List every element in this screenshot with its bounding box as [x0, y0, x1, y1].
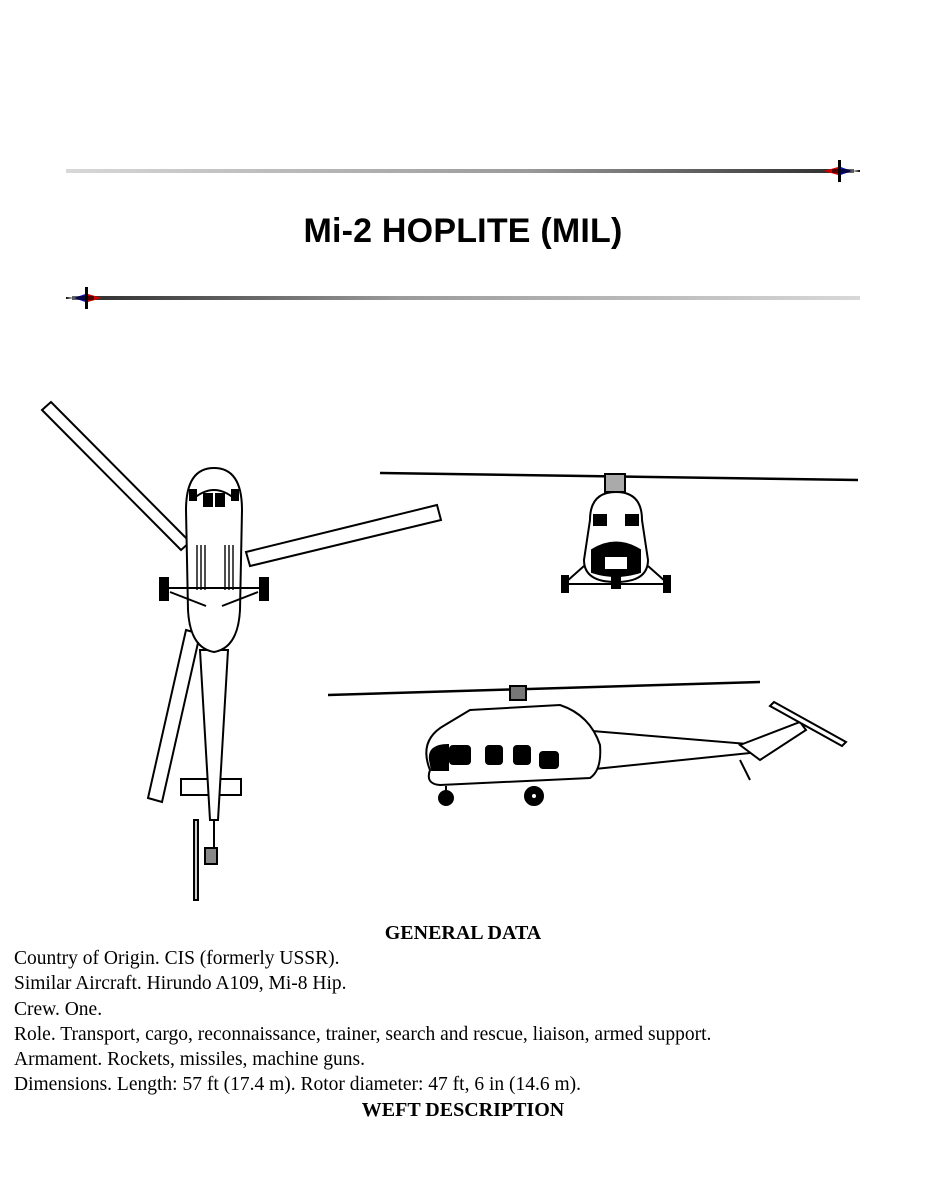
jet-emblem-icon: [824, 160, 860, 182]
top-divider: [66, 160, 860, 182]
bottom-divider: [66, 287, 860, 309]
general-data-heading: GENERAL DATA: [384, 922, 542, 944]
general-data-line: Dimensions. Length: 57 ft (17.4 m). Rotor diameter: 47 ft, 6 in (14.6 m).: [14, 1074, 582, 1096]
general-data-line: Similar Aircraft. Hirundo A109, Mi-8 Hip.: [14, 973, 347, 995]
helicopter-front-view: [380, 473, 858, 592]
helicopter-top-view: [42, 402, 441, 900]
general-data-line: Crew. One.: [14, 998, 103, 1020]
weft-description-heading: WEFT DESCRIPTION: [361, 1099, 565, 1121]
general-data-line: Role. Transport, cargo, reconnaissance, trainer, search and rescue, liaison, armed support.: [14, 1023, 712, 1045]
page-title: Mi-2 HOPLITE (MIL): [303, 212, 623, 250]
helicopter-side-view: [328, 682, 846, 805]
general-data-line: Armament. Rockets, missiles, machine guns.: [14, 1049, 365, 1071]
general-data-list: [14, 946, 914, 1098]
general-data-line: Country of Origin. CIS (formerly USSR).: [14, 948, 340, 969]
jet-emblem-icon: [66, 287, 102, 309]
